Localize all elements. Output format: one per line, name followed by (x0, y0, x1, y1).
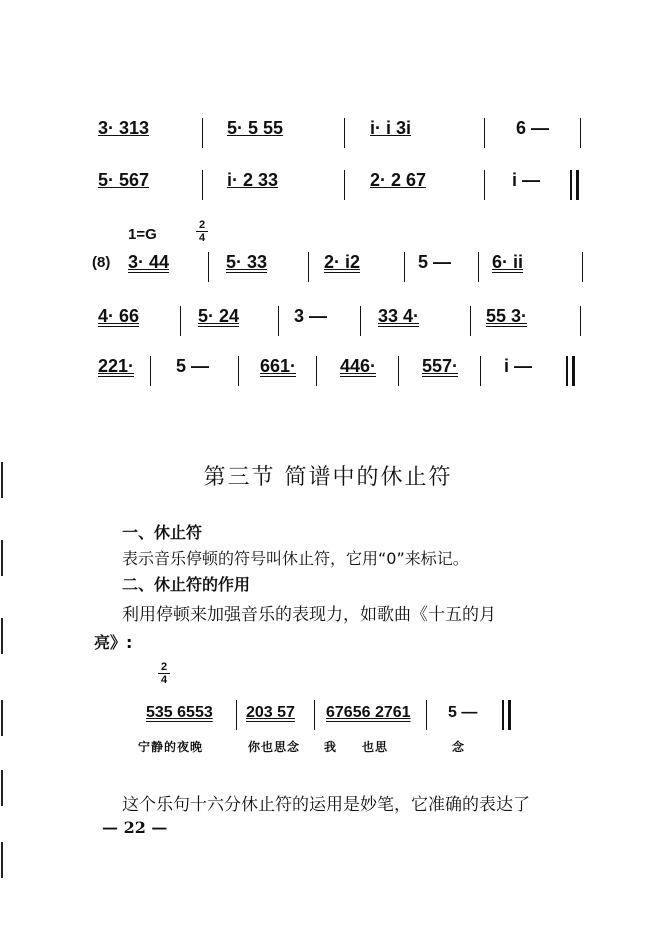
measure: i· i 3i (370, 118, 412, 138)
barline (316, 356, 317, 386)
barline (202, 170, 203, 200)
meter-top: 2 (198, 219, 206, 231)
measure: 33 4· (378, 306, 420, 326)
score-row-1 (92, 118, 592, 152)
paragraph-function-line1: 利用停顿来加强音乐的表现力，如歌曲《十五的月 (122, 605, 496, 625)
measure: 67656 2761 (326, 704, 411, 721)
measure: 5· 33 (226, 252, 268, 272)
barline (236, 700, 237, 730)
barline (344, 170, 345, 200)
measure: i — (504, 356, 533, 376)
barline (278, 306, 279, 336)
barline (208, 252, 209, 282)
measure: 3· 44 (128, 252, 170, 272)
score-row-3 (128, 252, 588, 286)
barline (478, 252, 479, 282)
barline (404, 252, 405, 282)
measure: i· 2 33 (227, 170, 279, 190)
lyric: 也思 (362, 740, 389, 754)
barline (470, 306, 471, 336)
barline (150, 356, 151, 386)
binding-edge-mark (1, 540, 3, 576)
example-time-signature (158, 662, 170, 685)
barline (398, 356, 399, 386)
paragraph-final-line: 这个乐句十六分休止符的运用是妙笔，它准确的表达了 (122, 795, 530, 815)
paragraph-function-line2: 亮》: (94, 633, 133, 652)
measure: 203 57 (246, 704, 295, 721)
barline (580, 118, 581, 148)
score-row-5 (92, 356, 592, 390)
barline (582, 252, 583, 282)
score-row-4 (92, 306, 592, 340)
meter-bottom: 4 (198, 232, 206, 244)
song-example (146, 698, 526, 734)
measure: 661· (260, 356, 297, 376)
barline (484, 118, 485, 148)
measure: i — (512, 170, 541, 190)
lyric: 我 (324, 740, 338, 754)
measure: 6· ii (492, 252, 524, 272)
barline (360, 306, 361, 336)
barline (344, 118, 345, 148)
page-number: — 22 — (102, 818, 168, 837)
barline (480, 356, 481, 386)
measure: 5· 24 (198, 306, 240, 326)
barline (308, 252, 309, 282)
binding-edge-mark (1, 770, 3, 806)
measure: 55 3· (486, 306, 528, 326)
binding-edge-mark (1, 618, 3, 654)
barline (426, 700, 427, 730)
measure: 557· (422, 356, 459, 376)
measure: 5· 567 (98, 170, 150, 190)
meter-bottom: 4 (160, 674, 168, 686)
barline (238, 356, 239, 386)
section-title: 第三节 简谱中的休止符 (203, 465, 453, 490)
measure: 4· 66 (98, 306, 140, 326)
heading-rest-function: 二、休止符的作用 (122, 575, 251, 594)
binding-edge-mark (1, 842, 3, 878)
barline (314, 700, 315, 730)
example-label: (8) (92, 254, 111, 271)
binding-edge-mark (1, 700, 3, 736)
measure: 2· 2 67 (370, 170, 427, 190)
barline (484, 170, 485, 200)
measure: 5 — (418, 252, 452, 272)
measure: 221· (98, 356, 135, 376)
final-barline (570, 170, 572, 200)
measure: 6 — (516, 118, 550, 138)
lyric: 宁静的夜晚 (138, 740, 204, 754)
lyric: 念 (452, 740, 466, 754)
measure: 2· i2 (324, 252, 361, 272)
lyric: 你也思念 (248, 740, 301, 754)
measure: 535 6553 (146, 704, 213, 721)
measure: 446· (340, 356, 377, 376)
heading-rest-symbol: 一、休止符 (122, 523, 203, 542)
measure: 3· 313 (98, 118, 150, 138)
barline (202, 118, 203, 148)
time-signature (196, 220, 208, 243)
final-barline (502, 700, 504, 730)
barline (180, 306, 181, 336)
measure: 5 — (448, 704, 478, 721)
score-row-2 (92, 170, 592, 204)
final-barline (566, 356, 568, 386)
paragraph-definition: 表示音乐停顿的符号叫休止符，它用“0”来标记。 (122, 549, 469, 568)
measure: 5 — (176, 356, 210, 376)
key-signature: 1=G (128, 226, 157, 243)
barline (580, 306, 581, 336)
meter-top: 2 (160, 661, 168, 673)
measure: 3 — (294, 306, 328, 326)
measure: 5· 5 55 (227, 118, 284, 138)
